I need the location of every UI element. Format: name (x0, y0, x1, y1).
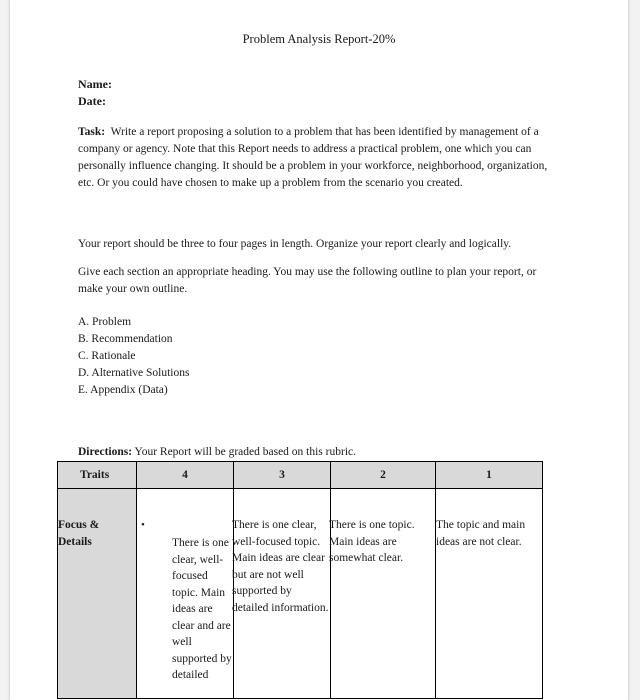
heading-paragraph: Give each section an appropriate heading. You may use the following outline to plan your report, or make your own outline. (78, 266, 537, 295)
length-paragraph: Your report should be three to four pages in length. Organize your report clearly and logically. (78, 238, 512, 250)
rubric-header-row (58, 462, 543, 489)
score-3-text: There is one clear, well-focused topic. Main ideas are clear but are not well supported by detailed information. (232, 519, 329, 614)
directions (78, 446, 356, 458)
document-page (10, 0, 628, 700)
table-row (58, 489, 543, 699)
page-title: Problem Analysis Report-20% (242, 32, 396, 46)
outline-item: C. Rationale (78, 350, 136, 362)
outline-item: B. Recommendation (78, 333, 173, 345)
directions-text: Your Report will be graded based on this rubric. (134, 446, 356, 458)
score-4-text: There is one clear, well-focused topic. Main ideas are clear and are well supported by detailed (172, 537, 232, 681)
trait-cell (58, 489, 137, 699)
outline-item: A. Problem (78, 316, 132, 328)
outline-item: D. Alternative Solutions (78, 367, 190, 379)
outline-list (78, 314, 189, 399)
header-score-4: 4 (137, 462, 234, 489)
rubric-table (57, 461, 543, 699)
header-traits: Traits (58, 462, 137, 489)
outline-item: E. Appendix (Data) (78, 384, 168, 396)
score-2-cell (331, 489, 436, 699)
name-label: Name: (78, 77, 112, 91)
bullet-icon: • (141, 519, 145, 531)
task-paragraph (78, 124, 558, 192)
date-label: Date: (78, 94, 106, 108)
score-3-cell (234, 489, 331, 699)
trait-name-line: Details (58, 536, 92, 548)
task-text: Write a report proposing a solution to a problem that has been identified by management of a company or agency. Note that this Report needs to address a practical problem, one which you can personally influence changing. It should be a problem in your workforce, neighborhood, organization, etc. Or you could have chosen to make up a problem from the scenario you created. (78, 126, 548, 189)
score-4-cell (137, 489, 234, 699)
trait-name-line: Focus & (58, 519, 100, 531)
score-1-cell (436, 489, 543, 699)
header-score-2: 2 (331, 462, 436, 489)
score-2-text: There is one topic. Main ideas are somewhat clear. (329, 519, 415, 564)
header-score-3: 3 (234, 462, 331, 489)
task-label: Task: (78, 126, 106, 138)
score-1-text: The topic and main ideas are not clear. (436, 519, 526, 548)
header-score-1: 1 (436, 462, 543, 489)
directions-label: Directions: (78, 446, 133, 458)
